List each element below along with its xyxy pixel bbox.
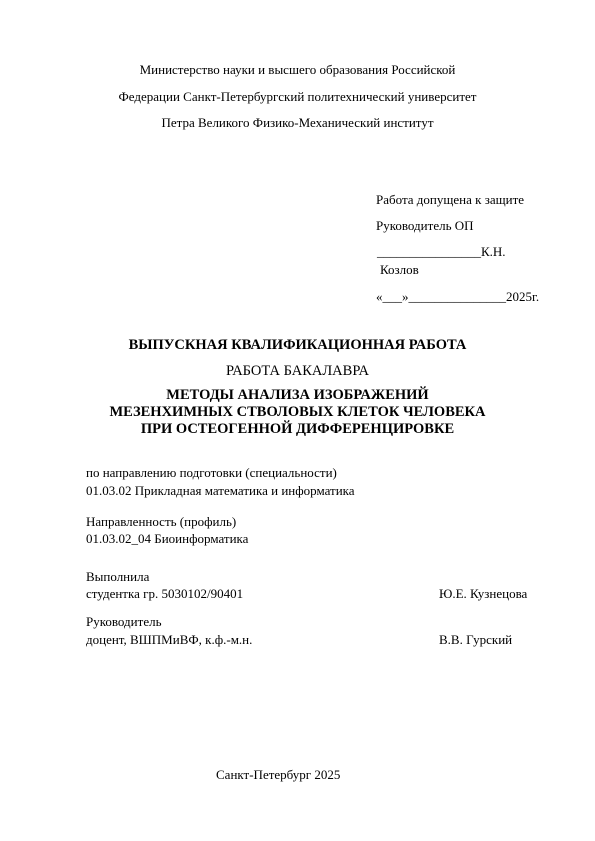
author-name: Ю.Е. Кузнецова bbox=[439, 586, 528, 601]
ministry-line-1: Министерство науки и высшего образования Российской bbox=[139, 62, 456, 77]
degree-label: РАБОТА БАКАЛАВРА bbox=[225, 363, 370, 379]
supervisor-position: доцент, ВШПМиВФ, к.ф.-м.н. bbox=[86, 632, 253, 647]
approval-head-label: Руководитель ОП bbox=[376, 218, 474, 233]
author-group: студентка гр. 5030102/90401 bbox=[86, 586, 244, 601]
approval-admitted: Работа допущена к защите bbox=[376, 192, 525, 207]
ministry-line-3: Петра Великого Физико-Механический институт bbox=[161, 115, 434, 130]
thesis-title-line-2: МЕЗЕНХИМНЫХ СТВОЛОВЫХ КЛЕТОК ЧЕЛОВЕКА bbox=[109, 404, 486, 420]
thesis-title-line-3: ПРИ ОСТЕОГЕННОЙ ДИФФЕРЕНЦИРОВКЕ bbox=[140, 421, 455, 437]
supervisor-name: В.В. Гурский bbox=[439, 632, 513, 647]
footer-city-year: Санкт-Петербург 2025 bbox=[216, 767, 341, 782]
approval-signature-line: ________________К.Н. bbox=[377, 244, 506, 259]
profile-value: 01.03.02_04 Биоинформатика bbox=[86, 531, 249, 546]
profile-label: Направленность (профиль) bbox=[86, 514, 237, 529]
direction-label: по направлению подготовки (специальности) bbox=[86, 465, 337, 480]
approval-surname: Козлов bbox=[380, 262, 419, 277]
thesis-title-line-1: МЕТОДЫ АНАЛИЗА ИЗОБРАЖЕНИЙ bbox=[166, 387, 429, 403]
supervisor-label: Руководитель bbox=[86, 614, 162, 629]
work-type: ВЫПУСКНАЯ КВАЛИФИКАЦИОННАЯ РАБОТА bbox=[128, 337, 467, 353]
approval-date-line: «___»_______________2025г. bbox=[376, 289, 540, 304]
ministry-line-2: Федерации Санкт-Петербургский политехнический университет bbox=[118, 89, 477, 104]
direction-value: 01.03.02 Прикладная математика и информатика bbox=[86, 483, 355, 498]
author-label: Выполнила bbox=[86, 569, 150, 584]
thesis-title bbox=[0, 387, 595, 438]
